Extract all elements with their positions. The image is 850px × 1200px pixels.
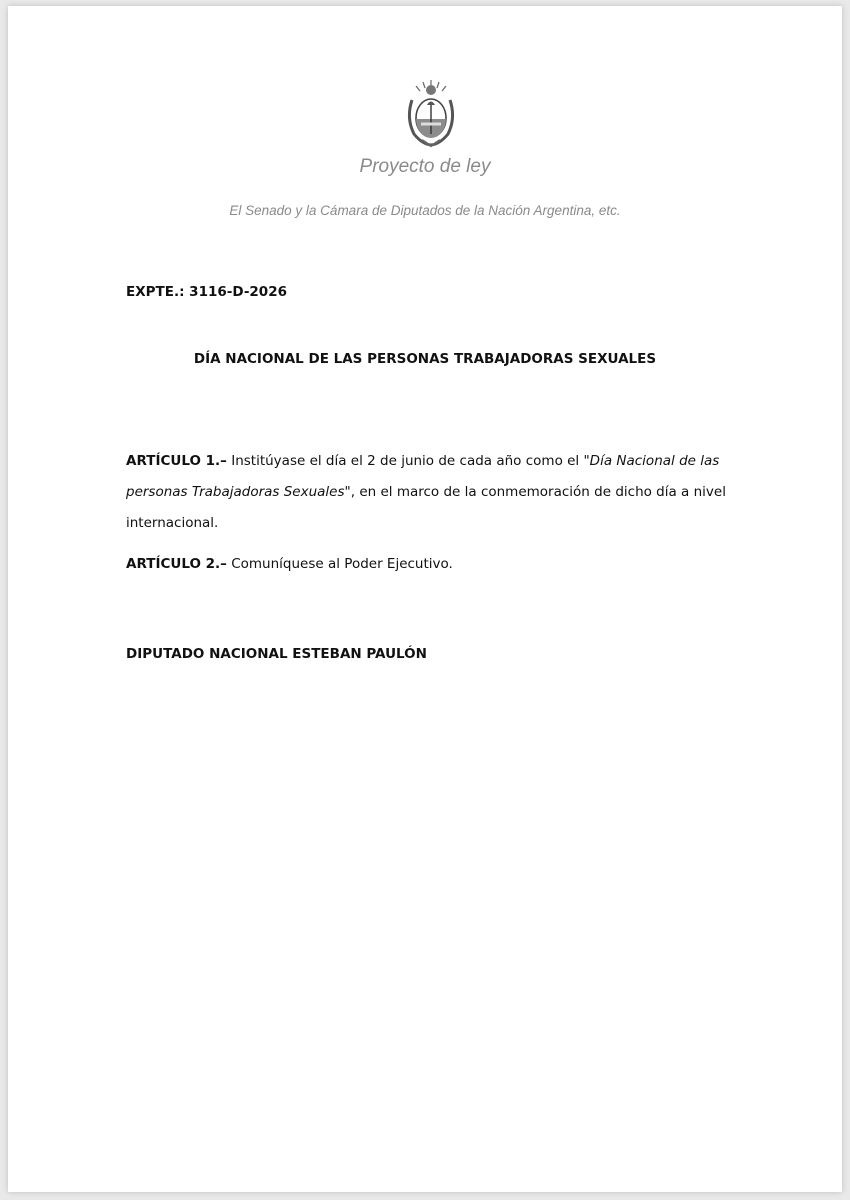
article-2 [126, 556, 726, 572]
article-2-label: ARTÍCULO 2.– [126, 556, 227, 572]
document-page [8, 6, 842, 1192]
file-number: EXPTE.: 3116-D-2026 [126, 284, 287, 300]
enactment-formula: El Senado y la Cámara de Diputados de la Nación Argentina, etc. [229, 203, 621, 218]
argentine-coat-of-arms-icon [404, 78, 458, 148]
article-1 [126, 446, 726, 539]
signer: DIPUTADO NACIONAL ESTEBAN PAULÓN [126, 646, 427, 662]
article-2-text: Comuníquese al Poder Ejecutivo. [226, 556, 453, 572]
article-1-italic-text: "Día Nacional de las personas Trabajadoras Sexuales" [126, 453, 720, 500]
article-1-text-before: Institúyase el día el 2 de junio de cada año como el [226, 453, 584, 469]
article-1-text-after: , en el marco de la conmemoración de dicho día a nivel internacional. [126, 484, 726, 531]
document-type: Proyecto de ley [359, 156, 491, 177]
bill-title: DÍA NACIONAL DE LAS PERSONAS TRABAJADORAS SEXUALES [193, 351, 657, 367]
article-1-label: ARTÍCULO 1.– [126, 453, 227, 469]
